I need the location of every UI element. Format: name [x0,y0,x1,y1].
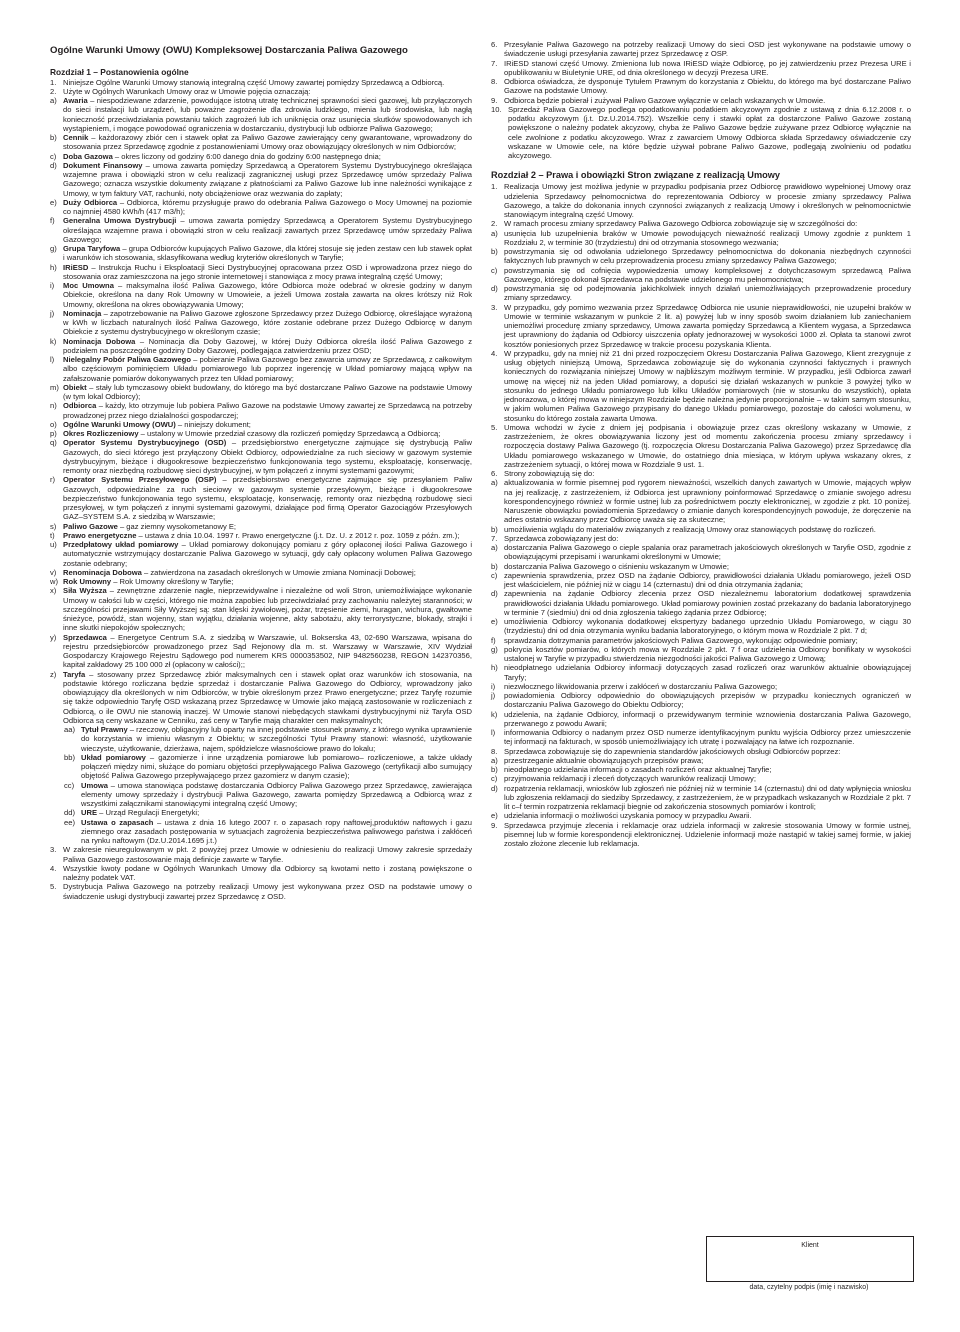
definition-letter: t) [50,530,55,540]
ch2-list [491,182,911,848]
ch2-point-number: 3. [491,302,498,312]
ch2-point-text: W przypadku, gdy pomimo wezwania przez Sprzedawcę Odbiorca nie usunie nieprawidłowości, nie uzupełni braków w Umowie w terminie wskazanym w punkcie 2 lit. a) powyżej lub w inny sposób swoim działaniem lub zaniechaniem uniemożliwi procedurę zmiany sprzedawcy, Umowa zawarta pomiędzy Sprzedawcą a Klientem wygasa, a Sprzedawca jest uprawniony do żądania od Odbiorcy uiszczenia opłaty jednorazowej w wysokości 1000 zł. Opłata ta stanowi zwrot kosztów poniesionych przez Sprzedawcę w trakcie procesu pozyskania Klienta. [504,302,911,349]
ch2-point-text: powstrzymania się od odwołania udzielonego Sprzedawcy pełnomocnictwa do dokonania niezbędnych czynności faktycznych lub prawnych w celu przeprowadzenia procesu zmiany sprzedawcy Paliwa Gazowego; [504,247,911,266]
definition-text [63,522,472,531]
definitions-list [50,96,472,845]
definition-letter: p) [50,429,57,439]
ch2-point-number: b) [491,561,498,571]
ch2-point-number: h) [491,663,498,673]
definition-term: Renominacja Dobowa [63,567,142,577]
definition-term: Tytuł Prawny [81,725,128,735]
definition-item [50,244,472,263]
ch2-point [491,303,911,349]
document-title: Ogólne Warunki Umowy (OWU) Kompleksowej Dostarczania Paliwa Gazowego [50,45,408,56]
definition-letter: y) [50,632,57,642]
definition-text [63,475,472,521]
definition-text [63,152,472,161]
definition-text [63,198,472,217]
definition-text [63,337,472,356]
ch2-point [491,219,911,228]
ch1-point-number: 9. [491,95,498,105]
ch2-point-text: W ramach procesu zmiany sprzedawcy Paliwa Gazowego Odbiorca zobowiązuje się w szczególności do: [504,219,858,229]
ch2-point-text: Strony zobowiązują się do: [504,469,595,479]
definition-term: Generalna Umowa Dystrybucji [63,216,177,226]
ch2-point-number: d) [491,783,498,793]
definition-description: – stały lub tymczasowy obiekt budowlany, do którego ma być dostarczane Paliwo Gazowe na podstawie Umowy (w tym lokal Odbiorcy); [63,382,472,402]
ch2-point-text: nieodpłatnego udzielania informacji o zasadach rozliczeń oraz aktualnej Taryfie; [504,765,772,775]
definition-item [50,577,472,586]
definition-description: – grupa Odbiorców kupujących Paliwo Gazowe, dla której stosuje się jeden zestaw cen lub stawek opłat i warunków ich stosowania, sklasyfikowana według kryteriów określonych w Taryfie; [63,244,472,263]
ch2-point [491,691,911,710]
definition-item [50,808,472,817]
definition-term: IRiESD [63,262,89,272]
definition-text [63,438,472,475]
client-label: Klient [801,1242,819,1249]
definition-description: – ustawa z dnia 10.04. 1997 r. Prawo energetyczne (j.t. Dz. U. z 2012 r. poz. 1059 z późn. zm.); [136,530,460,540]
definition-text [63,531,472,540]
definition-description: – Odbiorca, któremu przysługuje prawo do odebrania Paliwa Gazowego o Mocy Umownej na poziomie co najmniej 4580 kWh/h (417 m3/h); [63,197,472,217]
ch2-point-text: Sprzedawca zobowiązuje się do zapewnienia standardów jakościowych obsługi Odbiorców poprzez: [504,746,841,756]
ch2-point-number: 9. [491,820,498,830]
ch2-point-text: udzielania informacji o możliwości uzyskania pomocy w przypadku Awarii. [504,811,752,821]
ch2-point-text: zapewnienia na żądanie Odbiorcy zlecenia przez OSD niezależnemu laboratorium dodatkowej sprawdzenia prawidłowości działania Układu pomiarowego. Układ pomiarowy powinien zostać przekazany do badania laboratoryjnego w terminie 7 (siedmiu) dni od dnia zgłoszenia takiego żądania przez Odbiorcę; [504,589,911,617]
ch2-point-number: e) [491,811,498,821]
ch2-point-number: e) [491,617,498,627]
definition-term: Sprzedawca [63,632,107,642]
definition-item [50,337,472,356]
definition-description: – umowa zawarta pomiędzy Sprzedawcą a Operatorem Systemu Dystrybucyjnego określająca wzajemne prawa i obowiązki stron w celu realizacji zagranicznej usługi przez Sprzedawcę umów sprzedaży Paliwa Gazowego; oznacza wszystkie dokumenty związane z płatnościami za Paliwo Gazowe lub inne należności wynikające z Umowy, w tym faktury VAT, rachunki, noty obciążeniowe oraz wezwania do zapłaty; [63,160,472,198]
definition-letter: k) [50,336,57,346]
ch2-point-number: g) [491,644,498,654]
definition-text [63,586,472,632]
definition-term: Ustawa o zapasach [81,817,154,827]
ch1-point-number: 6. [491,40,498,49]
ch1-point-text: Sprzedaż Paliwa Gazowego podlega opodatkowaniu podatkiem akcyzowym zgodnie z ustawą z dnia 6.12.2008 r. o podatku akcyzowym (j.t. Dz.U.2014.752). Wszelkie ceny i stawki opłat za dostarczone Paliwo Gazowe zostaną powiększone o należny podatek akcyzowy, chyba że Paliwo Gazowe będzie zużywane przez Odbiorcę wyłącznie na cele zwolnione z podatku akcyzowego. Wraz z zawarciem Umowy Odbiorca składa Sprzedawcy oświadczenie czy wskazane w Umowie cele, na które będzie używał pobrane Paliwo Gazowe, podlegają zwolnieniu od podatku akcyzowego. [508,104,911,160]
ch2-point-text: dostarczania Paliwa Gazowego o cieple spalania oraz parametrach jakościowych określonych w Taryfie OSD, zgodnie z obowiązującymi przepisami i warunkami określonymi w Umowie; [504,543,911,562]
definition-letter: q) [50,438,57,448]
ch1-point-number: 4. [50,863,57,873]
ch2-point-number: i) [491,681,496,691]
ch2-point [491,682,911,691]
definition-text [63,281,472,309]
ch2-point-text: umożliwienia Odbiorcy wykonania dodatkowej ekspertyzy badanego uprzednio Układu Pomiarowego, w ciągu 30 (trzydziestu) dni od dnia otrzymania wyniku badania laboratoryjnego, o którym mowa w Rozdziale 2 pkt. 7 d; [504,617,911,636]
definition-description: – zapotrzebowanie na Paliwo Gazowe zgłoszone Sprzedawcy przez Dużego Odbiorcę, określające wyrażoną w kWh w liczbach naturalnych ilość Paliwa Gazowego, które zostanie odebrane przez Dużego Odbiorcę w danym Obiekcie z systemu dystrybucyjnego w określonym czasie; [63,308,472,337]
definition-item [50,522,472,531]
definition-item [50,568,472,577]
definition-description: – stosowany przez Sprzedawcę zbiór maksymalnych cen i stawek opłat oraz warunków ich stosowania, na podstawie którego rozliczana będzie sprzedaż i dostarczanie Paliwa Gazowego do Odbiorcy, wprowadzony jako obowiązujący dla określonych w nim Odbiorców, w trybie określonym przez Prawo energetyczne; przez Taryfę rozumie się także odpowiednio Taryfę OSD wskazaną przez Sprzedawcę w Umowie jako mającą zastosowanie w rozliczeniach z Odbiorcą, o ile OWU nie stanowią inaczej. W Umowie stanowi niebędących stawkami dystrybucyjnymi niż Taryfa OSD Odbiorca są ceny wskazane w Cenniku, zaś ceny w Taryfie mają charakter cen maksymalnych; [63,669,472,725]
definition-term: Prawo energetyczne [63,530,137,540]
definition-text [63,577,472,586]
ch2-point-number: a) [491,755,498,765]
definition-item [50,383,472,402]
ch2-point-text: pokrycia kosztów pomiarów, o których mowa w Rozdziale 2 pkt. 7 f oraz udzielenia Odbiorcy bonifikaty w wysokości ustalonej w Taryfie w przypadku stwierdzenia niezgodności jakości Paliwa Gazowego z Umową; [504,644,911,664]
ch2-point [491,821,911,849]
definition-letter: e) [50,197,57,207]
definition-letter: g) [50,244,57,254]
definition-item [50,586,472,632]
ch2-point-number: b) [491,765,498,775]
ch2-point [491,636,911,645]
ch2-point-number: 7. [491,533,498,543]
ch2-point-text: powstrzymania się od cofnięcia wypowiedzenia umowy kompleksowej z dotychczasowym sprzedawcą Paliwa Gazowego, którego dokonał Sprzedawca na podstawie udzielonego mu pełnomocnictwa; [504,265,911,284]
definition-letter: d) [50,160,57,170]
ch2-point-text: Sprzedawca zobowiązany jest do: [504,533,619,543]
definition-item [50,475,472,521]
definition-term: Siła Wyższa [63,586,107,596]
ch2-point-number: d) [491,284,498,294]
ch2-point-text: dostarczania Paliwa Gazowego o ciśnieniu wskazanym w Umowie; [504,561,729,571]
ch2-point-text: niezwłocznego likwidowania przerw i zakłóceń w dostarczaniu Paliwa Gazowego; [504,681,778,691]
client-signature-box [706,1236,914,1282]
definition-description: – okres liczony od godziny 6:00 danego dnia do godziny 6:00 następnego dnia; [112,151,381,161]
definition-term: Duży Odbiorca [63,197,118,207]
definition-term: Doba Gazowa [63,151,113,161]
definition-item [50,725,472,753]
ch1-point [50,845,472,864]
definition-term: Nominacja [63,308,102,318]
definition-item [50,429,472,438]
definition-text [63,568,472,577]
ch1-point [491,105,911,161]
definition-letter: b) [50,133,57,143]
ch2-point [491,710,911,729]
definition-item [50,401,472,420]
definition-item [50,198,472,217]
definition-term: Cennik [63,133,89,143]
ch1-point-text: W zakresie nieuregulowanym w pkt. 2 powyżej przez Umowie w odniesieniu do realizacji Umowy zakresie sprzedaży Paliwa Gazowego zastosowanie mają definicje zawarte w Taryfie. [63,845,472,864]
definition-letter: h) [50,262,57,272]
definition-description: – ustalony w Umowie przedział czasowy dla rozliczeń pomiędzy Sprzedawcą a Odbiorcą; [138,429,441,439]
ch2-point-text: umożliwienia wglądu do materiałów związanych z realizacją Umowy oraz stanowiących podstawę do rozliczeń. [504,524,876,534]
definition-term: Nominacja Dobowa [63,336,136,346]
ch2-point-number: a) [491,478,498,488]
definition-term: Obiekt [63,382,87,392]
ch2-point-text: zapewnienia sprawdzenia, przez OSD na żądanie Odbiorcy, prawidłowości działania Układu pomiarowego, jeżeli OSD jest właścicielem, nie później niż w ciągu 14 (czternastu) dni od dnia otrzymania żądania; [504,570,911,590]
definition-letter: ee) [64,817,75,827]
ch2-point [491,747,911,756]
ch2-point-number: f) [491,635,496,645]
ch2-point [491,247,911,266]
definition-item [50,281,472,309]
ch1-point-number: 7. [491,58,498,68]
ch2-point [491,349,911,423]
ch1-tail-list [50,845,472,901]
definition-text [63,401,472,420]
ch2-point-number: 5. [491,422,498,432]
ch1-point-text: Przesyłanie Paliwa Gazowego na potrzeby realizacji Umowy do sieci OSD jest wykonywane na podstawie umowy o świadczenie usługi przesyłania zawartej przez Sprzedawcę z OSP. [504,40,911,59]
definition-item [50,531,472,540]
ch2-point [491,774,911,783]
ch2-point [491,543,911,562]
definition-item [50,96,472,133]
definition-term: Ogólne Warunki Umowy (OWU) [63,419,176,429]
definition-text [63,161,472,198]
ch2-point [491,756,911,765]
ch1-point-1: 1. Niniejsze Ogólne Warunki Umowy stanowią integralną część Umowy zawartej pomiędzy Sprzedawcą a Odbiorcą. [50,77,445,87]
ch2-point [491,423,911,469]
definition-description: – zatwierdzona na zasadach określonych w Umowie zmiana Nominacji Dobowej; [141,567,416,577]
definition-description: – Energetyce Centrum S.A. z siedzibą w Warszawie, ul. Bokserska 43, 02-690 Warszawa, wpisana do rejestru przedsiębiorców prowadzonego przez Sąd Rejonowy dla m. st. Warszawy w Warszawie, XIV Wydział Gospodarczy Krajowego Rejestru Sądowego pod numerem KRS 0000353502, NIP 9482560238, REGON 142370356, kapitał zakładowy 25 100 000 zł (opłacony w całości);; [63,632,472,670]
ch1-point-2: 2. Użyte w Ogólnych Warunkach Umowy oraz w Umowie pojęcia oznaczają: [50,86,311,96]
definition-description: – maksymalna ilość Paliwa Gazowego, które Odbiorca może odebrać w okresie godziny w danym Obiekcie, określona na dany Rok Umowny w Umowieie, a jeżeli Umowa została zawarta na okres krótszy niż Rok Umowny, określona na okres obowiązywania Umowy; [63,281,472,309]
definition-letter: u) [50,540,57,550]
definition-description: – umowa zawarta pomiędzy Sprzedawcą a Operatorem Systemu Dystrybucyjnego określająca wzajemne prawa i obowiązki stron w celu realizacji zawartych przez Sprzedawcę umów sprzedaży Paliwa Gazowego; [63,216,472,244]
ch2-point-text: nieodpłatnego udzielania Odbiorcy informacji dotyczących zasad rozliczeń oraz warunków aktualnie obowiązującej Taryfy; [504,663,911,682]
ch1-point [491,96,911,105]
definition-letter: i) [50,281,55,291]
ch2-point [491,469,911,478]
ch1-point-text: IRiESD stanowi część Umowy. Zmieniona lub nowa IRiESD wiąże Odbiorcę, po jej zatwierdzeniu przez Prezesa URE i opublikowaniu w Biuletynie URE, od dnia określonego w decyzji Prezesa URE. [504,58,911,77]
ch2-point-text: usunięcia lub uzupełnienia braków w Umowie powodujących nieważność realizacji Umowy zgodnie z punktem 1 Rozdziału 2, w terminie 30 (trzydziestu) dni od otrzymania stosownego wezwania; [504,228,911,247]
definition-description: – ustawa z dnia 16 lutego 2007 r. o zapasach ropy naftowej,produktów naftowych i gazu ziemnego oraz zasadach postępowania w sytuacjach zagrożenia bezpieczeństwa paliwowego państwa i zakłóceń na rynku naftowym (Dz.U.2014.1695 j.t.) [81,817,473,846]
ch2-point-text: aktualizowania w formie pisemnej pod rygorem nieważności, wszelkich danych zawartych w Umowie, mających wpływ na jej realizację, z zastrzeżeniem, iż Odbiorca jest uprawniony poinformować Sprzedawcę o zmianie swojego adresu korespondencyjnego również w formie ustnej lub za pośrednictwem poczty elektronicznej, w zgodzie z pkt. 10 poniżej. Naruszenie obowiązku powiadomienia Sprzedawcy o zmianie danych korespondencyjnych powoduje, że doręczenie na adres ostatnio wskazany przez Odbiorcę uważa się za skuteczne; [504,478,911,525]
ch1-point-number: 5. [50,882,57,892]
definition-term: Grupa Taryfowa [63,244,121,254]
definition-description: – Układ pomiarowy dokonujący pomiaru z góry opłaconej ilości Paliwa Gazowego i automatycznie wstrzymujący dostarczanie Paliwa Gazowego w sytuacji, gdy cały opłacony wolumen Paliwa Gazowego zostanie odebrany; [63,540,473,568]
ch1-point-number: 10. [491,104,502,114]
ch1-point-text: Odbiorca będzie pobierał i zużywał Paliwo Gazowe wyłącznie w celach wskazanych w Umowie. [504,95,826,105]
definition-item [50,309,472,337]
ch2-point-number: 2. [491,219,498,229]
left-column [50,40,472,901]
ch2-point-number: k) [491,709,498,719]
definition-text [63,429,472,438]
definition-text [81,781,472,809]
definition-item [50,420,472,429]
definition-text [63,355,472,383]
ch1-point [491,40,911,59]
definition-item [50,216,472,244]
definition-letter: l) [50,355,55,365]
definition-term: Rok Umowny [63,577,112,587]
definition-letter: s) [50,521,57,531]
definition-text [63,216,472,244]
definition-description: – każdorazowy zbiór cen i stawek opłat za Paliwo Gazowe zawierający ceny gwarantowane, wprowadzony do stosowania przez Sprzedawcę zgodnie z postanowieniami Umowy oraz obowiązujący określonych w nim Odbiorców; [63,133,472,152]
definition-term: Moc Umowna [63,281,114,291]
ch2-point-number: b) [491,524,498,534]
ch2-point [491,266,911,285]
definition-term: Układ pomiarowy [81,752,146,762]
definition-description: – niespodziewane zdarzenie, powodujące istotną utratę technicznej sprawności sieci gazowej, lub przyłączonych do sieci instalacji lub urządzeń, lub poważne zagrożenie dla zdrowia ludzkiego, mienia lub środowiska, lub nagłą konieczność przeciwdziałania powstaniu takich zagrożeń lub ich uniknięcia oraz usunięcia skutków spowodowanych ich wystąpieniem, i mogące powodować ograniczenia w dostarczaniu, dystrybucji lub odbiorze Paliwa Gazowego; [63,96,472,133]
ch1-point-number: 8. [491,77,498,86]
definition-description: – umowa stanowiąca podstawę dostarczania Odbiorcy Paliwa Gazowego przez Sprzedawcę, zawierająca elementy umowy sprzedaży i dystrybucji Paliwa Gazowego, zawarta pomiędzy Sprzedawcą a Odbiorcą wraz z wszystkimi załącznikami stanowiącymi integralną część Umowy; [81,780,472,809]
ch2-point-text: udzielenia, na żądanie Odbiorcy, informacji o przewidywanym terminie wznowienia dostarczania Paliwa Gazowego, przerwanego z powodu Awarii; [504,709,911,728]
definition-term: Okres Rozliczeniowy [63,429,139,439]
ch2-point-number: a) [491,543,498,553]
ch1-point [491,59,911,78]
definition-text [81,808,472,817]
ch2-point-text: przestrzeganie aktualnie obowiązujących przepisów prawa; [504,755,704,765]
ch2-point [491,571,911,590]
definition-item [50,753,472,781]
definition-item [50,540,472,568]
definition-item [50,438,472,475]
ch1-point [50,882,472,901]
definition-letter: x) [50,586,57,596]
chapter-1-heading: Rozdział 1 – Postanowienia ogólne [50,66,189,77]
definition-letter: j) [50,308,55,318]
ch2-point [491,663,911,682]
definition-text [63,309,472,337]
definition-text [63,96,472,133]
definition-text [81,753,472,781]
definition-description: – zewnętrzne zdarzenie nagłe, nieprzewidywalne i niezależne od woli Stron, uniemożliwiające wykonanie Umowy w całości lub w części, którego nie można zapobiec lub przeciwdziałać przy zachowaniu należytej staranności; w szczególności przejawami Siły Wyższej są: stan klęski żywiołowej, pożar, trzęsienie ziemi, huragan, wichura, gwałtowne śnieżyce, powódź, stan wojenny, stan wyjątku, działania wojenne, akty sabotażu, akty terrorystyczne, blokady, strajki i inne skutki niepokojów społecznych; [63,586,472,633]
ch2-point [491,534,911,543]
definition-text [81,818,472,846]
ch2-point-number: 6. [491,469,498,479]
definition-item [50,263,472,282]
definition-letter: v) [50,567,57,577]
definition-term: URE [81,808,98,818]
ch2-point-number: c) [491,774,498,784]
definition-item [50,133,472,152]
definition-description: – przedsiębiorstwo energetyczne zajmujące się dystrybucją Paliw Gazowych, do sieci którego jest przyłączony Obiekt Odbiorcy, odpowiedzialne za ruch sieciowy w gazowym systemie dystrybucyjnym, bieżące i długookresowe bezpieczeństwo funkcjonowania tego systemu, eksploatację, konserwację, remonty oraz niezbędną rozbudowę sieci dystrybucyjnej, w tym połączeń z innymi systemami gazowymi; [63,438,472,476]
definition-description: – Nominacja dla Doby Gazowej, w której Duży Odbiorca określa ilość Paliwa Gazowego z podziałem na poszczególne godziny Doby Gazowej, podlegająca zatwierdzeniu przez OSD; [63,336,472,355]
definition-term: Nielegalny Pobór Paliwa Gazowego [63,355,191,365]
ch2-point-number: 1. [491,182,498,192]
definition-item [50,670,472,726]
ch2-point-number: l) [491,728,496,738]
ch2-point [491,589,911,617]
ch2-point [491,478,911,524]
definition-term: Taryfa [63,669,86,679]
definition-text [63,540,472,568]
ch2-point-text: W przypadku, gdy na mniej niż 21 dni przed rozpoczęciem Okresu Dostarczania Paliwa Gazowego, Klient zrezygnuje z usług objętych niniejszą Umową, Sprzedawca zobowiązuje się do wykonania czynności faktycznych i prawnych koniecznych do rozwiązania niniejszej Umowy w najbliższym możliwym terminie. W przypadku, jeśli Odbiorca zawarł umowę na więcej niż na jeden Układ pomiarowy, a dopuści się działań wskazanych w punkcie 3 powyżej tylko w stosunku do jednego Układu pomiarowego lub kilku Układów pomiarowych (nie w stosunku do wszystkich), opłata jednorazowa, o której mowa w niniejszym Rozdziale będzie należna jedynie proporcjonalnie – w takim samym stosunku, w jakim wolumen Paliwa Gazowego przypisany do danego Układu pomiarowego, pozostaje do całości wolumenu, w stosunku do którego została zawarta Umowa. [504,348,911,423]
definition-description: – Rok Umowny określony w Taryfie; [111,577,234,587]
ch1-continued-list [491,40,911,160]
ch2-point [491,562,911,571]
definition-description: – pobieranie Paliwa Gazowego bez zawarcia umowy ze Sprzedawcą, z całkowitym albo częściowym pominięciem Układu pomiarowego lub poprzez ingerencję w Układ pomiarowy mającą wpływ na zafałszowanie pomiarów dokonywanych przez ten Układ pomiarowy; [63,355,473,383]
definition-item [50,633,472,670]
definition-text [63,633,472,670]
ch2-point-number: j) [491,691,496,701]
definition-term: Awaria [63,96,88,106]
definition-text [81,725,472,753]
ch2-point-number: b) [491,247,498,257]
definition-description: – Urząd Regulacji Energetyki; [97,808,200,818]
definition-text [63,420,472,429]
ch1-point-text: Odbiorca oświadcza, że dysponuje Tytułem Prawnym do korzystania z Obiektu, do którego ma być dostarczane Paliwo Gazowe na podstawie Umowy. [504,77,911,96]
definition-letter: r) [50,475,56,485]
definition-term: Przedpłatowy układ pomiarowy [63,540,179,550]
definition-letter: m) [50,382,59,392]
ch2-point-text: powiadomienia Odbiorcy odpowiednio do obowiązujących przepisów w przypadku koniecznych ograniczeń w dostarczaniu Paliwa Gazowego do Obiektu Odbiorcy; [504,691,911,710]
definition-letter: o) [50,419,57,429]
ch1-point [50,864,472,883]
definition-letter: w) [50,577,59,587]
definition-term: Odbiorca [63,401,97,411]
definition-item [50,781,472,809]
ch2-point-text: przyjmowania reklamacji i zleceń dotyczących warunków realizacji Umowy; [504,774,756,784]
ch2-point-text: Realizacja Umowy jest możliwa jedynie w przypadku podpisania przez Odbiorcę prawidłowo wypełnionej Umowy oraz udzielenia Sprzedawcy pełnomocnictwa do reprezentowania Odbiorcy w procesie zmiany sprzedawcy Paliwa Gazowego, a także do dokonania innych czynności związanych z realizacją Umowy i określonych w pełnomocnictwie stanowiącym integralną część Umowy. [504,182,911,220]
ch2-point-text: informowania Odbiorcy o nadanym przez OSD numerze identyfikacyjnym punktu wyjścia Odbiorcy przez umieszczenie tej informacji na fakturach, w sposób uniemożliwiający ich utratę i pozwalający na łatwe ich rozpoznanie. [504,728,911,747]
ch2-point [491,765,911,774]
definition-description: – każdy, kto otrzymuje lub pobiera Paliwo Gazowe na podstawie Umowy zawartej ze Sprzedawcą na potrzeby prowadzonej przez niego działalności gospodarczej; [63,401,472,420]
definition-letter: a) [50,96,57,106]
ch2-point-number: 4. [491,348,498,358]
definition-text [63,263,472,282]
ch2-point [491,617,911,636]
ch2-point [491,284,911,303]
ch2-point [491,525,911,534]
ch2-point [491,728,911,747]
ch2-point [491,182,911,219]
definition-text [63,383,472,402]
definition-term: Paliwo Gazowe [63,521,118,531]
ch2-point-number: a) [491,228,498,238]
definition-letter: z) [50,669,57,679]
definition-item [50,818,472,846]
ch2-point-number: c) [491,570,498,580]
ch1-point-text: Dystrybucja Paliwa Gazowego na potrzeby realizacji Umowy jest wykonywana przez OSD na podstawie umowy o świadczenie usługi dystrybucji zawartej przez Sprzedawcę z OSD. [63,882,472,901]
ch1-point [491,77,911,96]
definition-term: Dokument Finansowy [63,160,143,170]
ch2-point [491,229,911,248]
definition-description: – gazomierze i inne urządzenia pomiarowe lub pomiarowo– rozliczeniowe, a także układy połączeń między nimi, służące do pomiaru objętości przepływającego Paliwa Gazowego (certyfikacji albo sumujący objętość Paliwa Gazowego przepływającego przez gazomierz w danym czasie); [81,752,472,781]
definition-item [50,161,472,198]
definition-term: Operator Systemu Przesyłowego (OSP) [63,475,217,485]
ch2-point-number: d) [491,589,498,599]
definition-description: – gaz ziemny wysokometanowy E; [117,521,237,531]
definition-description: – rzeczowy, obligacyjny lub oparty na innej podstawie stosunek prawny, z którego wynika uprawnienie do korzystania w imieniu własnym z Obiektu; w szczególności Tytuł Prawny stanowi: własność, użytkowanie wieczyste, użytkowanie, dzierżawa, najem, spółdzielcze własnościowe prawo do lokalu; [81,725,473,753]
definition-text [63,133,472,152]
definition-description: – przedsiębiorstwo energetyczne zajmujące się przesyłaniem Paliw Gazowych, odpowiedzialne za ruch sieciowy w gazowym systemie przesyłowym, bieżące i długookresowe bezpieczeństwo funkcjonowania tego systemu, eksploatację, konserwację, remonty oraz niezbędną rozbudowę sieci przesyłowej, w tym połączeń z innymi systemami gazowymi, działające pod firmą Operator Gazociągów Przesyłowych GAZ–SYSTEM S.A. z siedzibą w Warszawie; [63,475,472,522]
ch2-point-number: c) [491,265,498,275]
definition-letter: f) [50,216,55,226]
definition-term: Umowa [81,780,109,790]
definition-letter: bb) [64,752,75,762]
ch2-point-text: Sprzedawca przyjmuje zlecenia i reklamacje oraz udziela informacji w zakresie stosowania Umowy w formie ustnej, pisemnej lub w formie korespondencji elektronicznej. Udzielenie informacji może nastąpić w takiej samej formie, w jakiej zostało złożone zlecenie lub reklamacja. [504,820,911,849]
definition-description: – Instrukcja Ruchu i Eksploatacji Sieci Dystrybucyjnej opracowana przez OSD i wprowadzona przez niego do stosowania oraz zamieszczona na jego stronie internetowej i stanowiąca z mocy prawa integralną część Umowy; [63,262,472,281]
right-column [491,40,911,848]
ch2-point-text: powstrzymania się od podejmowania jakichkolwiek innych działań uniemożliwiających przeprowadzenie procedury zmiany sprzedawcy. [504,284,911,303]
ch2-point-number: 8. [491,746,498,756]
definition-letter: aa) [64,725,75,735]
ch2-point [491,811,911,820]
ch2-point [491,645,911,664]
definition-item [50,152,472,161]
definition-letter: c) [50,151,57,161]
definition-text [63,244,472,263]
signature-caption: data, czytelny podpis (imię i nazwisko) [749,1284,869,1291]
definition-term: Operator Systemu Dystrybucyjnego (OSD) [63,438,227,448]
definition-letter: dd) [64,808,75,818]
ch2-point-text: Umowa wchodzi w życie z dniem jej podpisania i obowiązuje przez czas określony wskazany w Umowie, z zastrzeżeniem, że okres obowiązywania liczony jest od momentu zakończenia procesu zmiany sprzedawcy i rozpoczęcia dostawy Paliwa Gazowego (tj. rozpoczęcia Okresu Dostarczania Paliwa Gazowego) przez Sprzedawcę dla Układu pomiarowego wskazanego w Umowie, do ostatniego dnia miesiąca, w którym upływa wskazany okres, z zastrzeżeniem sytuacji, o której mowa w Rozdziale 9 ust. 1. [504,422,911,469]
chapter-2-heading: Rozdział 2 – Prawa i obowiązki Stron związane z realizacją Umowy [491,170,780,181]
ch2-point-text: rozpatrzenia reklamacji, wniosków lub zgłoszeń nie później niż w terminie 14 (czternastu) dni od daty wpłynięcia wniosku lub zgłoszenia reklamacji do siedziby Sprzedawcy, z zastrzeżeniem, że w przypadkach wskazanych w Rozdziale 2 pkt. 7 lit c–f termin rozpatrzenia reklamacji biegnie od zakończenia stosownych pomiarów i kontroli; [504,783,911,812]
definition-text [63,670,472,726]
definition-description: – niniejszy dokument; [175,419,251,429]
ch2-point [491,784,911,812]
ch1-point-text: Wszystkie kwoty podane w Ogólnych Warunkach Umowy dla Odbiorcy są kwotami netto i zostaną powiększone o należny podatek VAT. [63,863,472,883]
definition-letter: cc) [64,780,75,790]
ch2-point-text: sprawdzania dotrzymania parametrów jakościowych Paliwa Gazowego, wykonując odpowiednie pomiary; [504,635,858,645]
definition-item [50,355,472,383]
ch1-point-number: 3. [50,845,57,855]
definition-letter: n) [50,401,57,411]
